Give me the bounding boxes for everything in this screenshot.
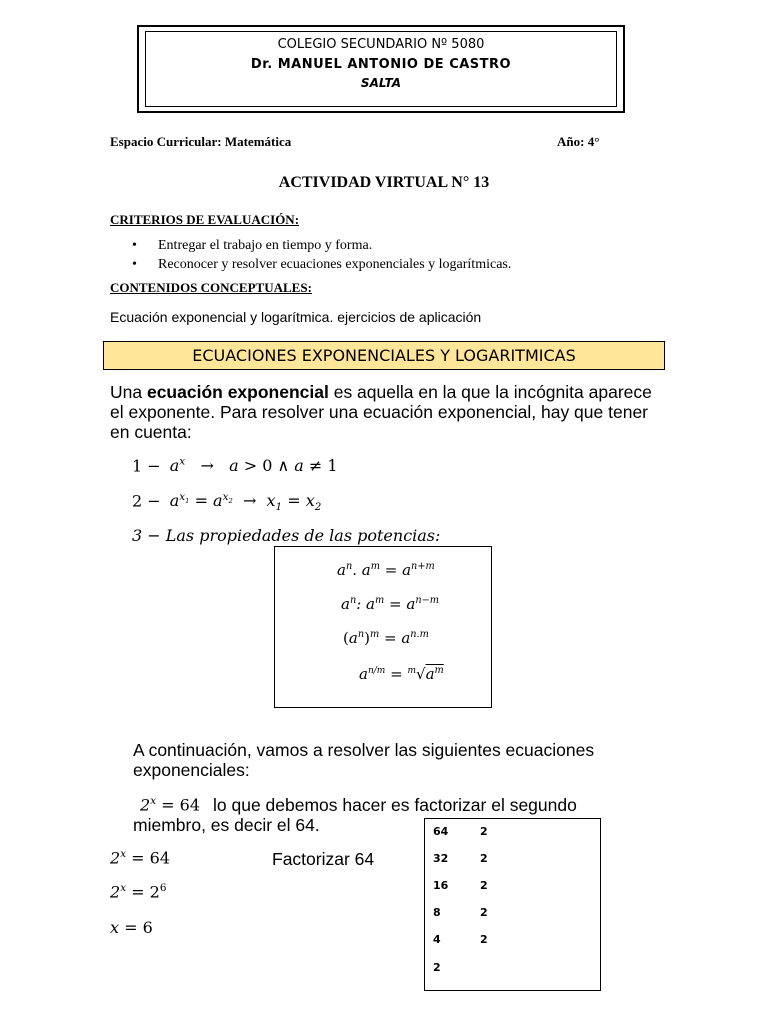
continuation-text: A continuación, vamos a resolver las siguientes ecuaciones exponenciales:	[133, 740, 595, 780]
table-row: 2	[433, 961, 441, 974]
properties-box	[274, 546, 492, 708]
rule-2: $2 - a^{x_1} = a^{x_2} \to x_1 = x_2$	[132, 491, 322, 514]
contents-text: Ecuación exponencial y logarítmica. ejercicios de aplicación	[110, 309, 482, 325]
subject-label: Espacio Curricular: Matemática	[110, 134, 292, 149]
school-name: COLEGIO SECUNDARIO Nº 5080	[277, 37, 485, 52]
table-row: 2	[480, 879, 488, 892]
list-item: • Entregar el trabajo en tiempo y forma.	[110, 236, 670, 255]
rule-2-formula: $a^{x_1} = a^{x_2} \to x_1 = x_2$	[164, 491, 322, 514]
factor-label: Factorizar 64	[272, 849, 375, 869]
table-row: 32	[433, 852, 449, 865]
example-equation: 2$^x$ = 64	[140, 795, 201, 815]
city-name: SALTA	[360, 76, 402, 90]
director-name: Dr. MANUEL ANTONIO DE CASTRO	[250, 57, 512, 72]
intro-paragraph: Una ecuación exponencial es aquella en la que la incógnita aparece el exponente. Para resolver una ecuación exponencial, hay que tener en cuenta:	[110, 382, 652, 442]
contents-heading: CONTENIDOS CONCEPTUALES:	[110, 280, 312, 295]
table-row: 2	[480, 852, 488, 865]
step-3: x = 6	[110, 918, 153, 937]
list-item: • Reconocer y resolver ecuaciones exponenciales y logarítmicas.	[110, 255, 670, 274]
rule-1: $1 - a^x$ → a > 0 ∧ a ≠ 1	[132, 456, 338, 476]
property-quotient: $a^n$: $a^m = a^{n-m}$	[341, 595, 440, 613]
year-label: Año: 4°	[557, 134, 600, 149]
table-row: 4	[433, 933, 441, 946]
table-row: 2	[480, 933, 488, 946]
criteria-heading: CRITERIOS DE EVALUACIÓN:	[110, 212, 300, 227]
table-row: 8	[433, 906, 441, 919]
section-title: ECUACIONES EXPONENCIALES Y LOGARITMICAS	[103, 341, 665, 370]
example-text: lo que debemos hacer es factorizar el segundo miembro, es decir el 64.	[133, 795, 577, 835]
criteria-list	[110, 236, 670, 274]
table-row: 2	[480, 825, 488, 838]
header-inner-frame	[145, 31, 617, 107]
table-row: 2	[480, 906, 488, 919]
property-root: $a^{n/m} = ^m√a^m$	[359, 665, 444, 683]
factorization-table	[424, 818, 601, 991]
property-product: $a^n$. $a^m = a^{n+m}$	[337, 561, 435, 579]
activity-title: ACTIVIDAD VIRTUAL N° 13	[278, 174, 490, 191]
step-2: $2^x = 2^6$	[110, 882, 167, 902]
property-power: $(a^n)^m = a^{n.m}$	[343, 629, 429, 647]
rule-3: 3 − Las propiedades de las potencias:	[132, 526, 441, 545]
step-1: 2$^x$ = 64	[110, 848, 171, 868]
rule-1-formula: $a^x$ → a > 0 ∧ a ≠ 1	[164, 456, 338, 476]
intro-bold-term: ecuación exponencial	[146, 382, 329, 402]
table-row: 16	[433, 879, 449, 892]
table-row: 64	[433, 825, 449, 838]
